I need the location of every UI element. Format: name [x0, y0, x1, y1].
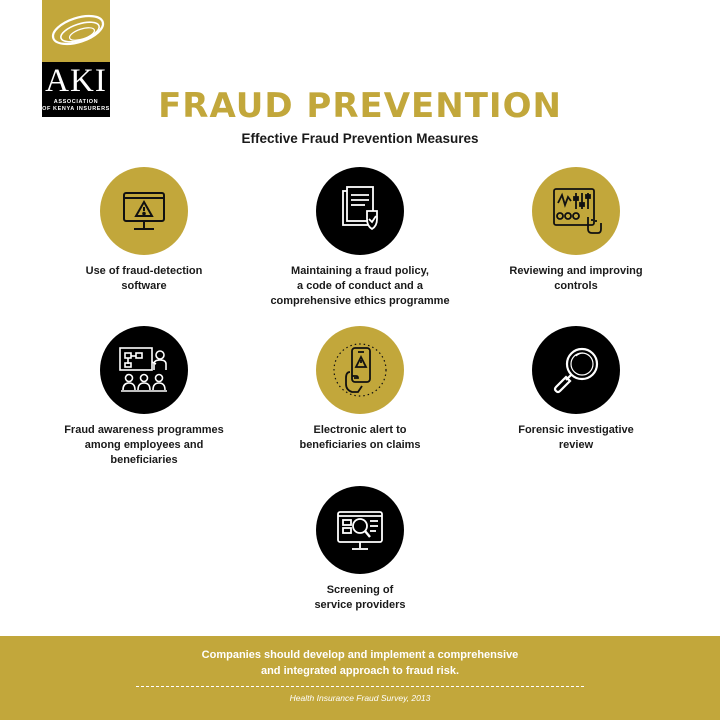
measure-electronic-alert — [250, 326, 470, 453]
footer-divider — [136, 686, 584, 687]
measure-fraud-awareness — [34, 326, 254, 468]
footer-message: Companies should develop and implement a comprehensive and integrated approach to fraud risk. — [201, 649, 519, 677]
footer-source: Health Insurance Fraud Survey, 2013 — [289, 693, 431, 703]
measure-fraud-detection-software — [34, 167, 254, 294]
measure-label: Use of fraud-detection software — [85, 265, 203, 292]
monitor-warning-icon — [100, 167, 188, 255]
logo-swoosh — [42, 0, 110, 62]
magnifier-icon — [532, 326, 620, 414]
measure-label: Electronic alert to beneficiaries on claims — [299, 424, 421, 451]
measure-screening-providers — [250, 486, 470, 613]
footer-banner — [0, 636, 720, 720]
measure-label: Maintaining a fraud policy, a code of conduct and a comprehensive ethics programme — [270, 265, 450, 307]
phone-alert-icon — [316, 326, 404, 414]
logo-wordmark: AKI — [45, 63, 107, 99]
page-title: FRAUD PREVENTION — [158, 86, 562, 126]
document-shield-icon — [316, 167, 404, 255]
control-panel-icon — [532, 167, 620, 255]
screen-search-icon — [316, 486, 404, 574]
logo-tagline-line2: OF KENYA INSURERS — [42, 105, 110, 112]
presentation-audience-icon — [100, 326, 188, 414]
page-subtitle: Effective Fraud Prevention Measures — [241, 131, 479, 146]
measure-label: Screening of service providers — [314, 584, 406, 611]
measure-label: Reviewing and improving controls — [509, 265, 643, 292]
measure-forensic-review — [466, 326, 686, 453]
measure-fraud-policy — [250, 167, 470, 309]
measure-reviewing-controls — [466, 167, 686, 294]
logo-tagline-line1: ASSOCIATION — [53, 99, 99, 105]
measure-label: Forensic investigative review — [518, 424, 634, 451]
measure-label: Fraud awareness programmes among employees and beneficiaries — [64, 424, 224, 466]
